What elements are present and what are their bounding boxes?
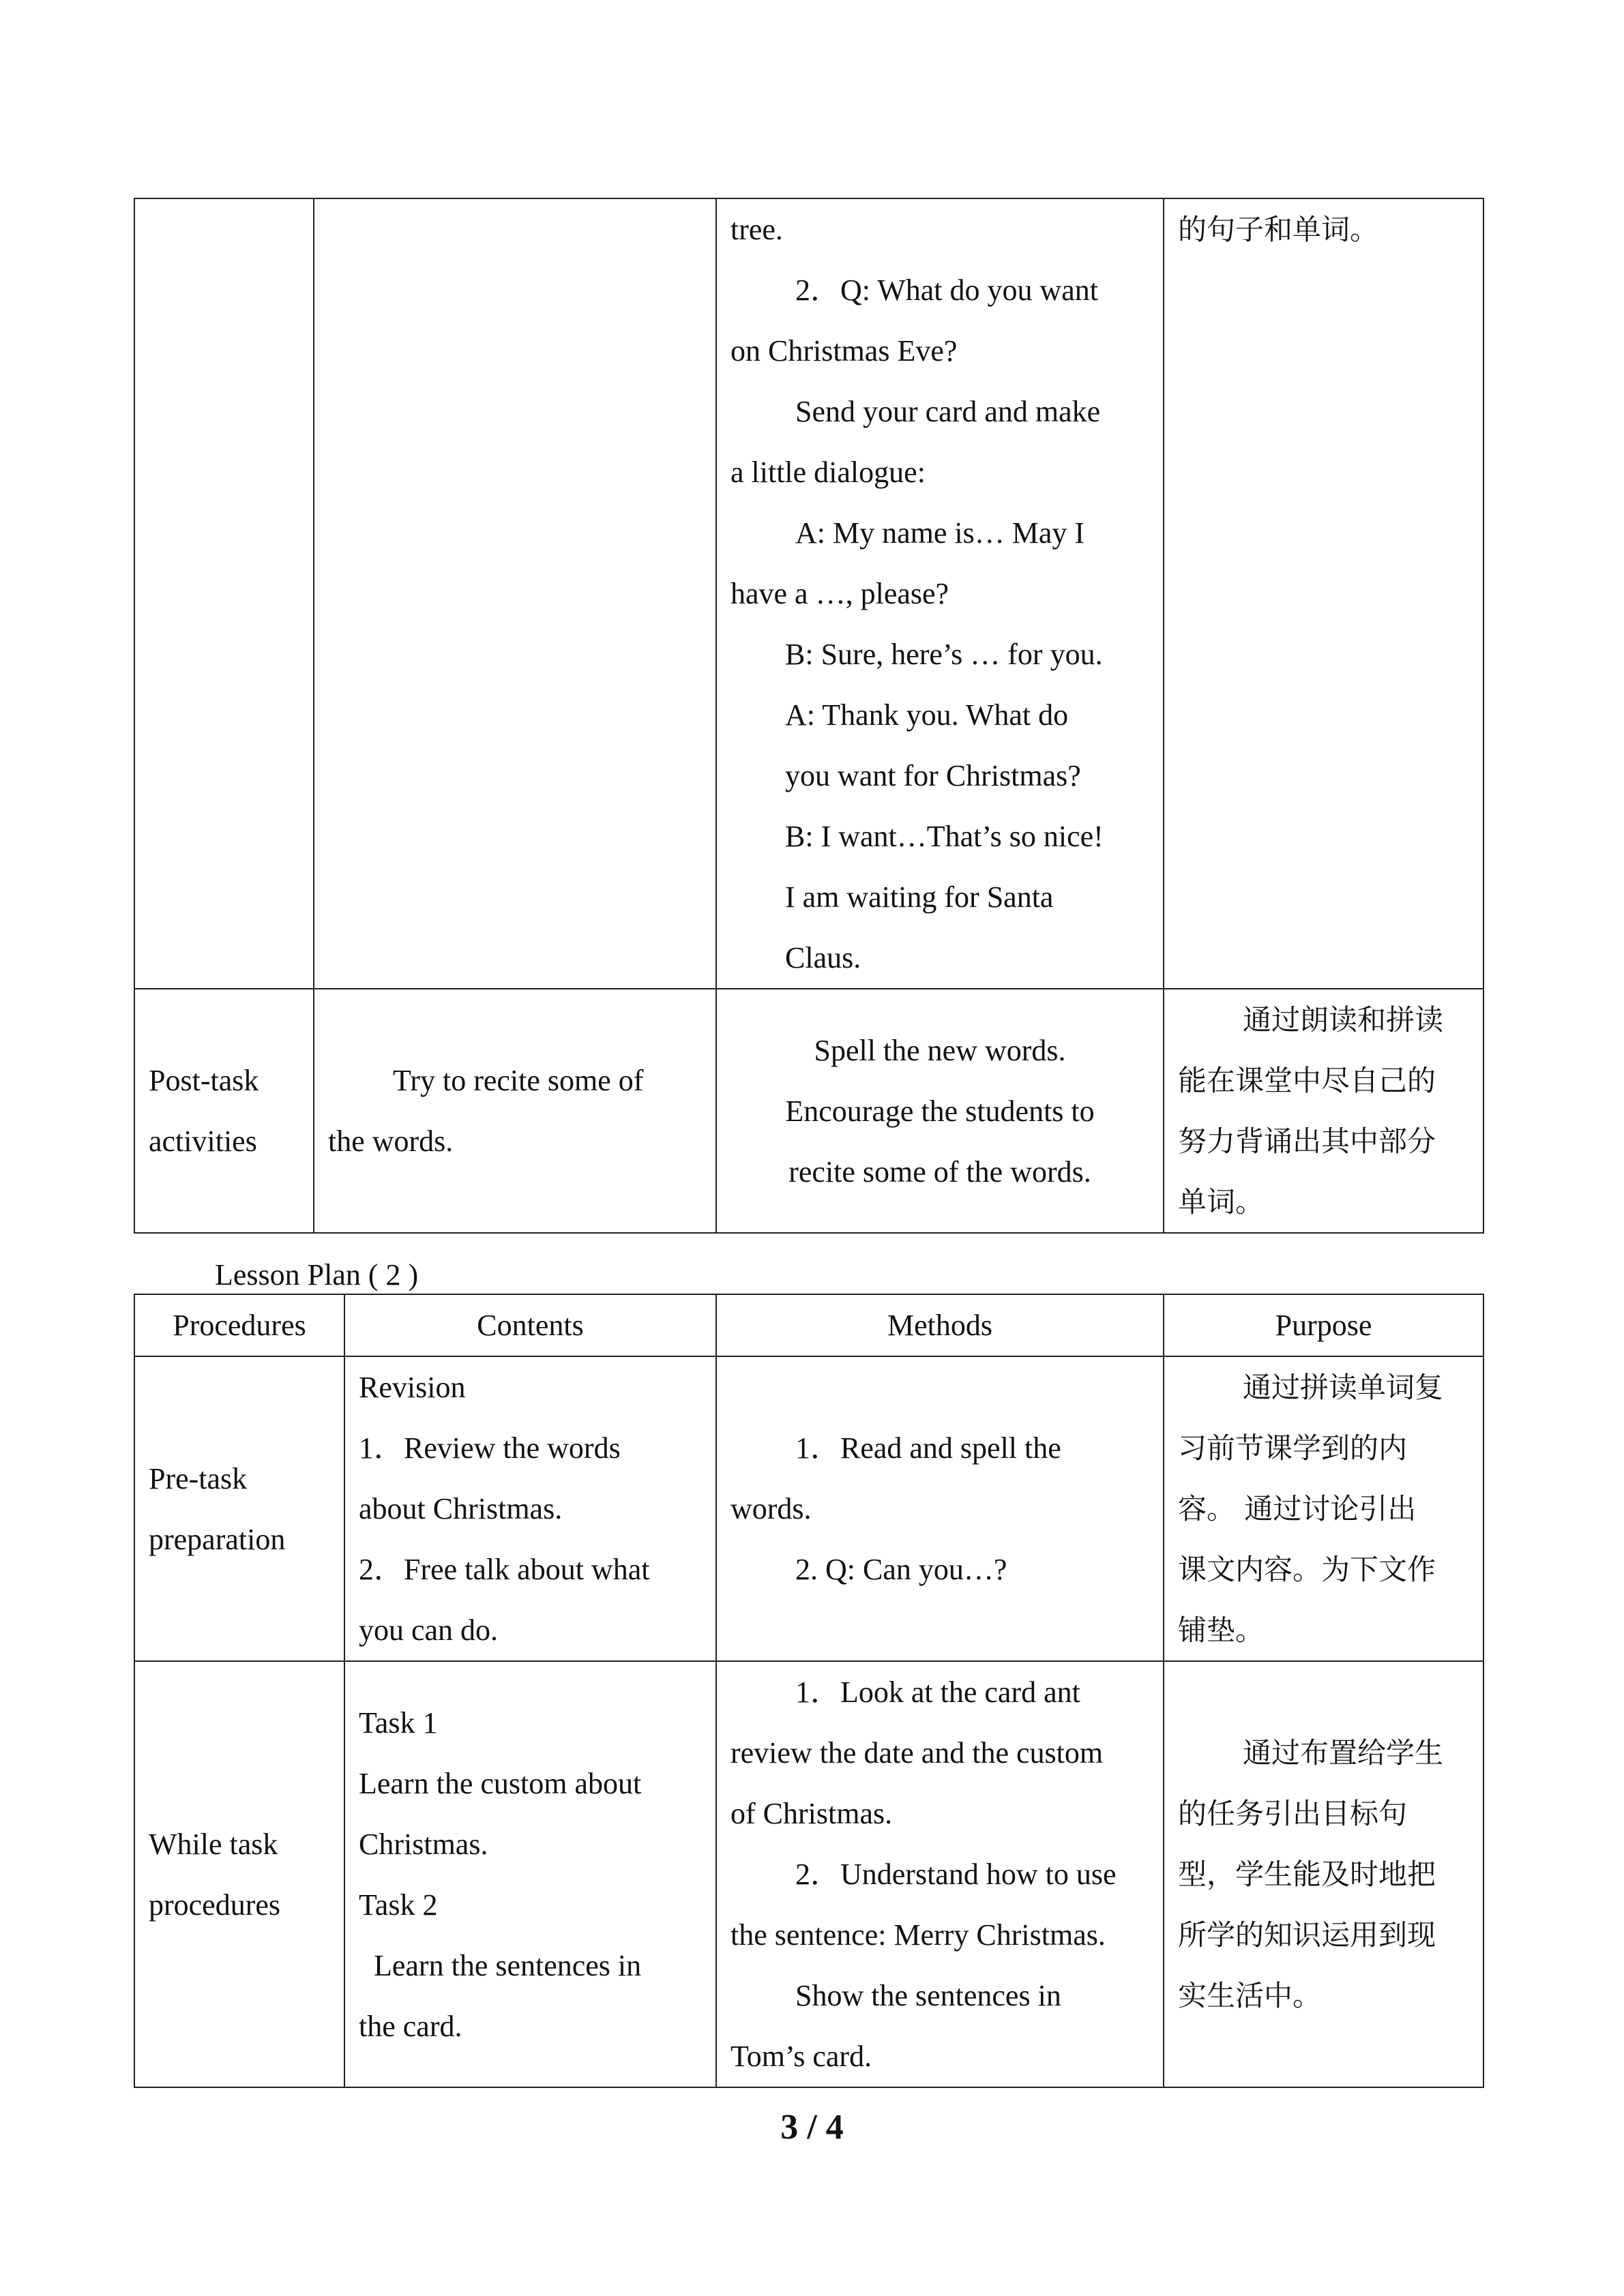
table-row (134, 198, 1483, 989)
purpose-line: 容。 通过讨论引出 (1178, 1492, 1417, 1525)
header-procedures: Procedures (134, 1294, 344, 1356)
methods-line: a little dialogue: (730, 456, 926, 489)
procedure-line: Pre-task (149, 1461, 248, 1495)
page-number: 3 / 4 (780, 2108, 844, 2147)
methods-line: A: My name is… May I (795, 516, 1085, 550)
procedure-line: procedures (149, 1888, 281, 1922)
procedure-cell (134, 1356, 344, 1661)
contents-line: you can do. (359, 1613, 499, 1647)
purpose-line: 所学的知识运用到现 (1178, 1918, 1436, 1952)
procedure-cell (134, 1661, 344, 2087)
table-row (134, 1356, 1483, 1661)
methods-line: of Christmas. (730, 1797, 893, 1830)
table-row (134, 989, 1483, 1233)
procedure-line: Post-task (149, 1064, 259, 1097)
purpose-line: 通过朗读和拼读 (1243, 1003, 1444, 1037)
methods-cell (716, 198, 1164, 989)
table-row (134, 1661, 1483, 2087)
methods-line: review the date and the custom (730, 1736, 1104, 1770)
methods-line: recite some of the words. (788, 1154, 1091, 1189)
methods-line: you want for Christmas? (785, 759, 1081, 792)
methods-line: Show the sentences in (795, 1979, 1061, 2012)
purpose-line: 习前节课学到的内 (1178, 1431, 1408, 1465)
methods-line: the sentence: Merry Christmas. (730, 1918, 1106, 1952)
methods-line: 2. Q: Can you…? (795, 1553, 1007, 1586)
methods-line: A: Thank you. What do (785, 698, 1069, 732)
contents-line: Try to recite some of (393, 1064, 644, 1097)
methods-line: Spell the new words. (814, 1033, 1066, 1067)
methods-line: on Christmas Eve? (730, 334, 958, 368)
purpose-cell (1164, 1661, 1483, 2087)
methods-line: words. (730, 1492, 812, 1525)
procedure-line: preparation (149, 1522, 286, 1556)
methods-cell (716, 1356, 1164, 1661)
purpose-line: 的任务引出目标句 (1178, 1797, 1408, 1830)
header-purpose: Purpose (1164, 1294, 1483, 1356)
purpose-line: 通过拼读单词复 (1243, 1371, 1444, 1404)
methods-line: B: I want…That’s so nice! (785, 820, 1104, 853)
contents-line: Learn the custom about (359, 1766, 642, 1800)
methods-line: tree. (730, 213, 783, 246)
methods-line: 1．Read and spell the (795, 1431, 1061, 1465)
contents-line: Christmas. (359, 1827, 488, 1861)
contents-cell (344, 1661, 716, 2087)
procedure-cell (134, 198, 314, 989)
table-header-row (134, 1294, 1483, 1356)
purpose-line: 的句子和单词。 (1178, 213, 1379, 246)
procedure-line: activities (149, 1124, 257, 1158)
purpose-line: 能在课堂中尽自己的 (1178, 1064, 1436, 1097)
lesson-plan-table-continued (134, 198, 1484, 1234)
contents-line: Task 2 (359, 1888, 438, 1922)
contents-line: Learn the sentences in (374, 1948, 642, 1982)
methods-line: Claus. (785, 941, 861, 974)
header-contents: Contents (344, 1294, 716, 1356)
methods-line: have a …, please? (730, 577, 949, 610)
purpose-line: 单词。 (1178, 1185, 1265, 1219)
methods-line: I am waiting for Santa (785, 880, 1054, 914)
contents-cell (344, 1356, 716, 1661)
header-methods: Methods (716, 1294, 1164, 1356)
methods-line: 2．Q: What do you want (795, 273, 1099, 307)
purpose-line: 型，学生能及时地把 (1178, 1858, 1436, 1891)
purpose-line: 铺垫。 (1178, 1613, 1265, 1647)
contents-line: the card. (359, 2009, 462, 2043)
contents-line: 2．Free talk about what (359, 1553, 650, 1586)
methods-line: Encourage the students to (785, 1094, 1095, 1128)
contents-line: the words. (328, 1124, 454, 1158)
table-caption: Lesson Plan ( 2 ) (215, 1258, 419, 1292)
purpose-line: 实生活中。 (1178, 1979, 1322, 2012)
purpose-line: 课文内容。为下文作 (1178, 1553, 1436, 1586)
purpose-cell (1164, 1356, 1483, 1661)
contents-line: 1．Review the words (359, 1431, 621, 1465)
procedure-cell (134, 989, 314, 1233)
procedure-line: While task (149, 1827, 278, 1861)
methods-cell (716, 989, 1164, 1233)
purpose-cell (1164, 989, 1483, 1233)
contents-cell (314, 989, 716, 1233)
methods-line: 1．Look at the card ant (795, 1675, 1080, 1709)
contents-line: about Christmas. (359, 1492, 563, 1525)
methods-cell (716, 1661, 1164, 2087)
purpose-line: 努力背诵出其中部分 (1178, 1124, 1436, 1158)
methods-line: Send your card and make (795, 395, 1101, 428)
contents-line: Task 1 (359, 1705, 438, 1740)
methods-line: B: Sure, here’s … for you. (785, 638, 1103, 671)
purpose-cell (1164, 198, 1483, 989)
lesson-plan-table-2 (134, 1294, 1484, 2088)
contents-cell (314, 198, 716, 989)
methods-line: 2．Understand how to use (795, 1858, 1117, 1891)
contents-line: Revision (359, 1371, 466, 1404)
purpose-line: 通过布置给学生 (1243, 1736, 1444, 1770)
methods-line: Tom’s card. (730, 2040, 872, 2073)
